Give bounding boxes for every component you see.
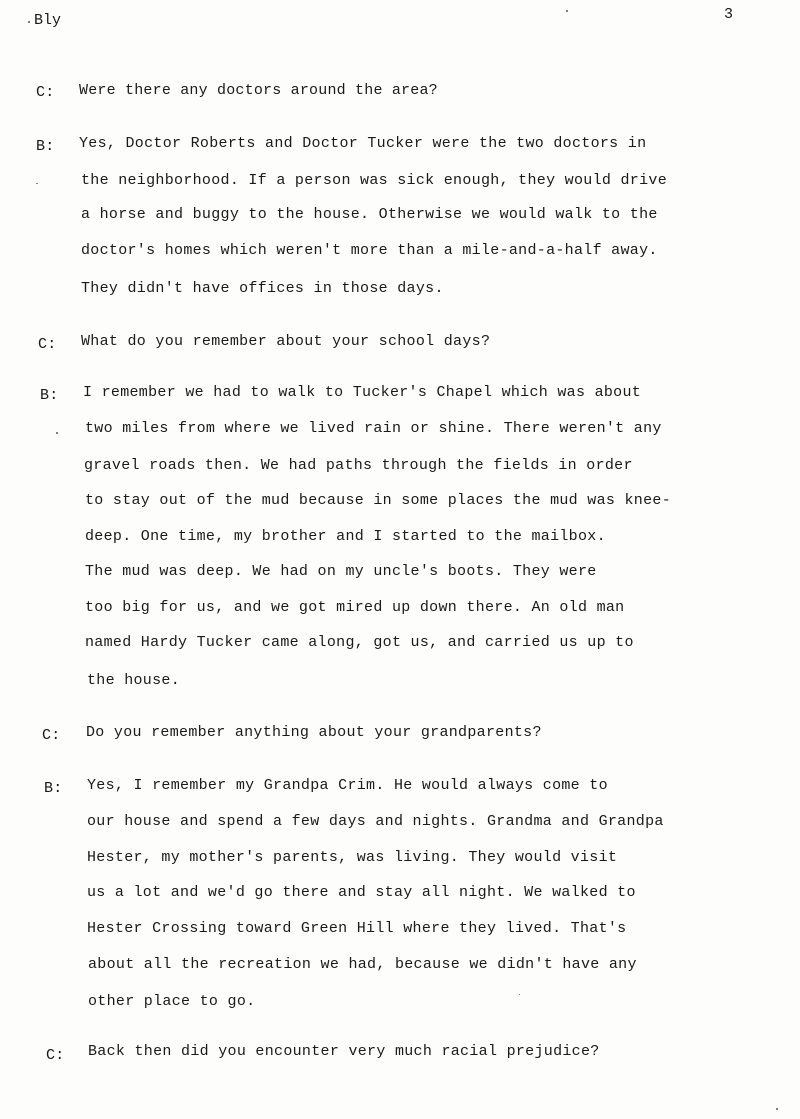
transcript-line: doctor's homes which weren't more than a mile-and-a-half away. [81, 242, 658, 259]
transcript-line: deep. One time, my brother and I started to the mailbox. [85, 528, 606, 545]
speaker-label: C: [36, 84, 55, 101]
transcript-line: other place to go. [88, 993, 256, 1010]
transcript-line: us a lot and we'd go there and stay all night. We walked to [87, 884, 636, 901]
scan-speck [519, 994, 520, 995]
scan-speck [776, 1108, 778, 1110]
scan-speck [56, 432, 58, 434]
header-interviewee-name: Bly [34, 12, 62, 29]
scan-speck [36, 183, 38, 184]
page-number: 3 [724, 6, 734, 23]
transcript-line: Hester, my mother's parents, was living. They would visit [87, 849, 618, 866]
transcript-line: The mud was deep. We had on my uncle's boots. They were [85, 563, 597, 580]
transcript-line: What do you remember about your school days? [81, 333, 491, 350]
transcript-line: Were there any doctors around the area? [79, 82, 438, 99]
transcript-line: our house and spend a few days and nights. Grandma and Grandpa [87, 813, 664, 830]
speaker-label: B: [36, 138, 55, 155]
transcript-line: Yes, I remember my Grandpa Crim. He would always come to [87, 777, 608, 794]
speaker-label: C: [38, 336, 57, 353]
scan-speck [28, 21, 30, 23]
speaker-label: B: [44, 780, 63, 797]
transcript-line: to stay out of the mud because in some places the mud was knee- [85, 492, 671, 509]
transcript-line: They didn't have offices in those days. [81, 280, 444, 297]
transcript-line: about all the recreation we had, because we didn't have any [88, 956, 637, 973]
transcript-line: Yes, Doctor Roberts and Doctor Tucker were the two doctors in [79, 135, 647, 152]
scan-speck [566, 10, 568, 12]
transcript-line: Do you remember anything about your grandparents? [86, 724, 542, 741]
speaker-label: C: [42, 727, 61, 744]
transcript-line: the neighborhood. If a person was sick enough, they would drive [81, 172, 667, 189]
transcript-line: Back then did you encounter very much racial prejudice? [88, 1043, 600, 1060]
transcript-line: Hester Crossing toward Green Hill where they lived. That's [87, 920, 627, 937]
transcript-line: named Hardy Tucker came along, got us, and carried us up to [85, 634, 634, 651]
speaker-label: C: [46, 1047, 65, 1064]
transcript-line: I remember we had to walk to Tucker's Chapel which was about [83, 384, 642, 401]
transcript-line: too big for us, and we got mired up down there. An old man [85, 599, 625, 616]
transcript-line: two miles from where we lived rain or shine. There weren't any [85, 420, 662, 437]
transcript-line: the house. [87, 672, 181, 689]
transcript-line: gravel roads then. We had paths through the fields in order [84, 457, 633, 474]
speaker-label: B: [40, 387, 59, 404]
transcript-line: a horse and buggy to the house. Otherwise we would walk to the [81, 206, 658, 223]
